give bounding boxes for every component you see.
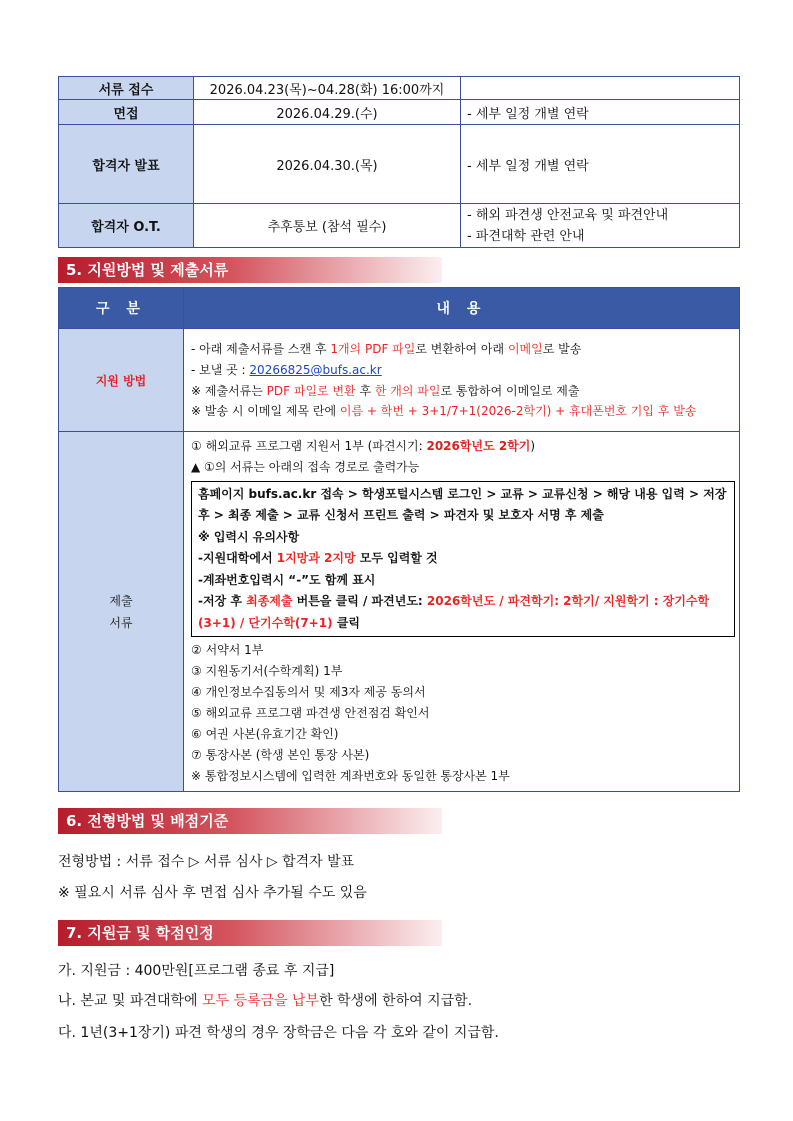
method-line xyxy=(191,381,732,402)
doc-item: ② 서약서 1부 xyxy=(191,643,264,658)
text: 로 변환하여 아래 xyxy=(415,342,508,356)
instruction-box xyxy=(191,481,735,638)
highlight: 한 개의 파일 xyxy=(374,384,441,398)
text: 모두 입력할 것 xyxy=(355,551,438,566)
text: 클릭 xyxy=(332,615,360,630)
schedule-table xyxy=(58,76,740,248)
grant-line xyxy=(58,990,472,1010)
table-row xyxy=(59,204,740,248)
doc-item: ⑤ 해외교류 프로그램 파견생 안전점검 확인서 xyxy=(191,706,430,721)
text: - 아래 제출서류를 스캔 후 xyxy=(191,342,331,356)
application-table xyxy=(58,287,740,792)
text: 로 발송 xyxy=(542,342,582,356)
table-row xyxy=(59,77,740,100)
table-row xyxy=(59,100,740,125)
method-line xyxy=(191,402,732,421)
docs-content xyxy=(184,432,740,792)
highlight: 최종제출 xyxy=(246,594,293,609)
header-category: 구 분 xyxy=(59,288,184,329)
table-row xyxy=(59,432,740,792)
schedule-value: 추후통보 (참석 필수) xyxy=(194,204,461,248)
highlight: 2026학년도 / 파견학기: 2학기/ 지원학기 : 장기수학(3+1) / 단기수학(7+1) xyxy=(198,594,710,630)
text: -지원대학에서 xyxy=(198,551,277,566)
instruction-line: 홈페이지 bufs.ac.kr 접속 > 학생포털시스템 로그인 > 교류 > 교류신청 > 해당 내용 입력 > 저장 후 > 최종 제출 > 교류 신청서 프린트 출력 > 파견자 및 보호자 서명 후 제출 xyxy=(198,486,727,523)
docs-label-line: 제출 xyxy=(109,593,133,608)
schedule-value: 2026.04.30.(목) xyxy=(194,125,461,204)
schedule-value: 2026.04.23(목)~04.28(화) 16:00까지 xyxy=(194,77,461,100)
grant-line: 가. 지원금 : 400만원[프로그램 종료 후 지급] xyxy=(58,963,335,979)
highlight: 1개의 PDF 파일 xyxy=(330,342,416,356)
instruction-line xyxy=(198,548,728,570)
schedule-note xyxy=(461,204,740,248)
method-line xyxy=(191,360,732,381)
text: ① 해외교류 프로그램 지원서 1부 (파견시기: xyxy=(191,438,427,453)
schedule-label: 합격자 발표 xyxy=(59,125,194,204)
section-title: 5. 지원방법 및 제출서류 xyxy=(58,257,442,283)
schedule-note: - 세부 일정 개별 연락 xyxy=(461,100,740,125)
table-row xyxy=(59,329,740,432)
schedule-note: - 세부 일정 개별 연락 xyxy=(461,125,740,204)
text: 로 통합하여 이메일로 제출 xyxy=(440,384,580,398)
text: -저장 후 xyxy=(198,594,247,609)
table-header-row xyxy=(59,288,740,329)
highlight: PDF 파일로 변환 xyxy=(266,384,356,398)
note-line: - 파견대학 관련 안내 xyxy=(467,228,585,244)
instruction-line: -계좌번호입력시 “-”도 함께 표시 xyxy=(198,572,376,587)
note-line: - 해외 파견생 안전교육 및 파견안내 xyxy=(467,207,669,223)
selection-note: ※ 필요시 서류 심사 후 면접 심사 추가될 수도 있음 xyxy=(58,885,367,901)
schedule-label: 면접 xyxy=(59,100,194,125)
doc-item: ※ 통합정보시스템에 입력한 계좌번호와 동일한 통장사본 1부 xyxy=(191,769,510,784)
doc-note: ▲ ①의 서류는 아래의 접속 경로로 출력가능 xyxy=(191,459,420,474)
header-content: 내 용 xyxy=(184,288,740,329)
text: ※ 제출서류는 xyxy=(191,384,267,398)
selection-method: 전형방법 : 서류 접수 ▷ 서류 심사 ▷ 합격자 발표 xyxy=(58,854,355,870)
doc-item: ⑦ 통장사본 (학생 본인 통장 사본) xyxy=(191,748,370,763)
instruction-line xyxy=(198,591,728,634)
highlight: 이름 + 학번 + 3+1/7+1(2026-2학기) + 휴대폰번호 기입 후 발송 xyxy=(339,404,697,418)
doc-item xyxy=(191,436,732,457)
text: ※ 발송 시 이메일 제목 란에 xyxy=(191,404,340,418)
email-link[interactable]: 20266825@bufs.ac.kr xyxy=(249,363,382,377)
highlight: 모두 등록금을 납부 xyxy=(201,993,320,1009)
text: 한 학생에 한하여 지급함. xyxy=(319,993,473,1009)
table-row xyxy=(59,125,740,204)
instruction-line: ※ 입력시 유의사항 xyxy=(198,529,300,544)
method-content xyxy=(184,329,740,432)
highlight: 1지망과 2지망 xyxy=(276,551,356,566)
method-label: 지원 방법 xyxy=(59,329,184,432)
doc-item: ③ 지원동기서(수학계획) 1부 xyxy=(191,664,343,679)
doc-item: ⑥ 여권 사본(유효기간 확인) xyxy=(191,727,339,742)
docs-label-line: 서류 xyxy=(109,615,133,630)
schedule-label: 합격자 O.T. xyxy=(59,204,194,248)
schedule-value: 2026.04.29.(수) xyxy=(194,100,461,125)
section-title: 6. 전형방법 및 배점기준 xyxy=(58,808,442,834)
highlight: 이메일 xyxy=(507,342,543,356)
method-line xyxy=(191,339,732,360)
grant-line: 다. 1년(3+1장기) 파견 학생의 경우 장학금은 다음 각 호와 같이 지급함. xyxy=(58,1025,499,1041)
doc-item: ④ 개인정보수집동의서 및 제3자 제공 동의서 xyxy=(191,685,426,700)
text: 후 xyxy=(355,384,375,398)
text: ) xyxy=(530,438,536,453)
section-title: 7. 지원금 및 학점인정 xyxy=(58,920,442,946)
schedule-note xyxy=(461,77,740,100)
docs-label xyxy=(59,432,184,792)
text: 버튼을 클릭 / 파견년도: xyxy=(292,594,427,609)
highlight: 2026학년도 2학기 xyxy=(426,438,531,453)
text: - 보낼 곳 : xyxy=(191,363,250,377)
text: 나. 본교 및 파견대학에 xyxy=(58,993,202,1009)
schedule-label: 서류 접수 xyxy=(59,77,194,100)
